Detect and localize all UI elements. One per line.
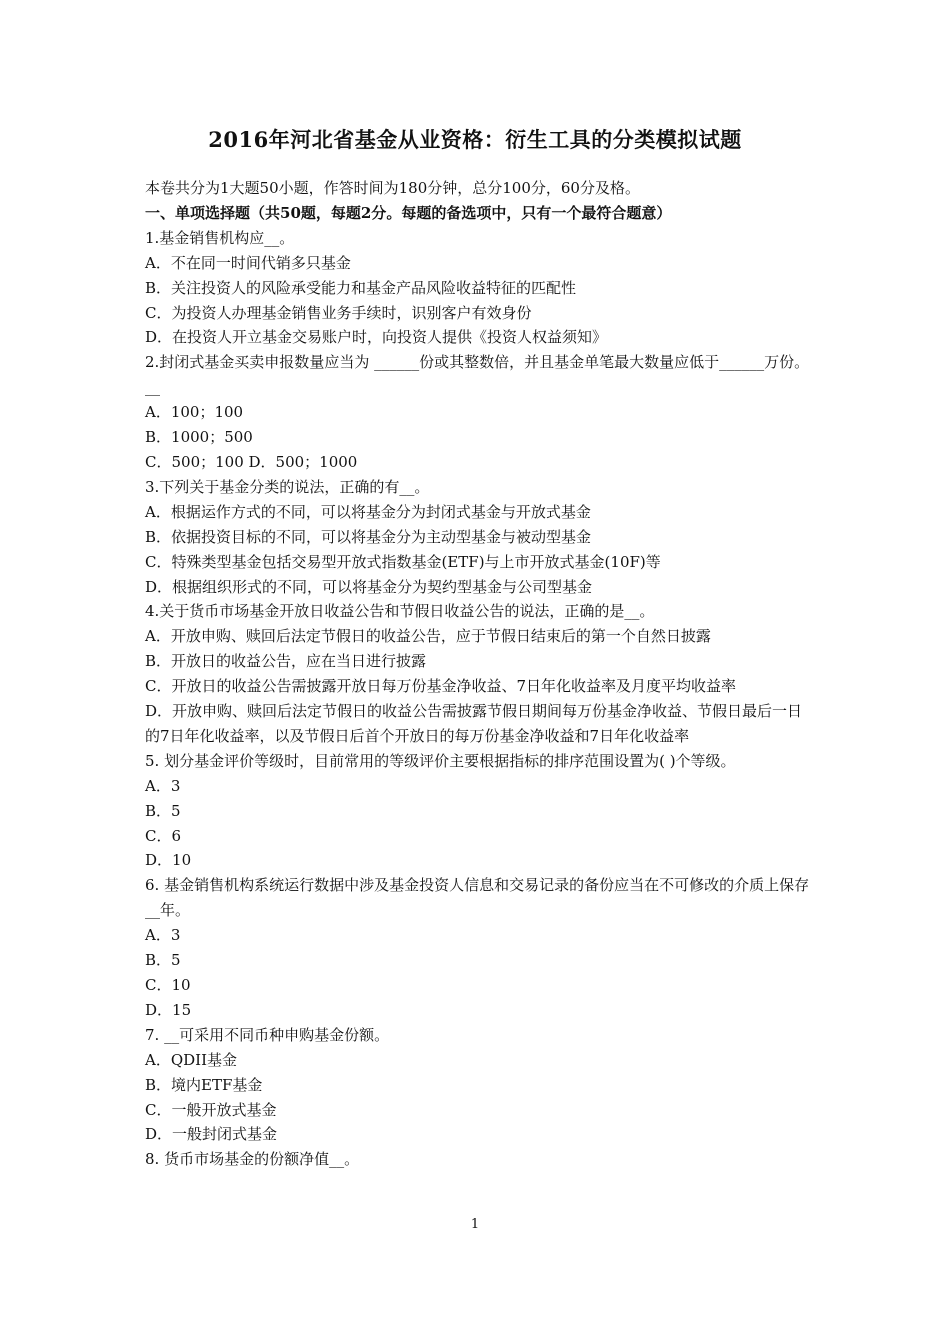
question-line: B．开放日的收益公告，应在当日进行披露 [145,652,427,671]
question-line: D．开放申购、赎回后法定节假日的收益公告需披露节假日期间每万份基金净收益、节假日最后一日的7日年化收益率，以及节假日后首个开放日的每万份基金净收益和7日年化收益率 [145,702,803,745]
question-line: D．15 [145,1000,192,1019]
question-line: C．特殊类型基金包括交易型开放式指数基金(ETF)与上市开放式基金(10F)等 [145,552,661,571]
document-body [145,176,815,1172]
question-line: B．关注投资人的风险承受能力和基金产品风险收益特征的匹配性 [145,278,577,297]
question-line: A．3 [145,926,181,945]
question-line: A．3 [145,776,181,795]
question-line: A．开放申购、赎回后法定节假日的收益公告，应于节假日结束后的第一个自然日披露 [145,627,711,646]
question-line: 8. 货币市场基金的份额净值__。 [145,1150,360,1169]
question-line: 3.下列关于基金分类的说法，正确的有__。 [145,477,430,496]
question-line: A．根据运作方式的不同，可以将基金分为封闭式基金与开放式基金 [145,502,591,521]
question-line: B．境内ETF基金 [145,1075,263,1094]
question-line: B．5 [145,951,181,970]
question-line: C．一般开放式基金 [145,1100,277,1119]
question-list [145,226,815,1172]
question-line: C．6 [145,826,182,845]
question-line: C．500；100 D．500；1000 [145,452,358,471]
question-line: 4.关于货币市场基金开放日收益公告和节假日收益公告的说法，正确的是__。 [145,602,655,621]
question-line: C．10 [145,976,191,994]
page-number: 1 [470,1217,480,1232]
exam-intro: 本卷共分为1大题50小题，作答时间为180分钟，总分100分，60分及格。 [145,179,640,197]
question-line: 7. __可采用不同币种申购基金份额。 [145,1025,390,1044]
question-line: D．一般封闭式基金 [145,1125,278,1144]
question-line: D．10 [145,851,192,870]
question-line: 2.封闭式基金买卖申报数量应当为 ______份或其整数倍，并且基金单笔最大数量应低于______万份。__ [145,353,810,397]
question-line: A．不在同一时间代销多只基金 [145,253,351,272]
section-heading: 一、单项选择题（共50题，每题2分。每题的备选项中，只有一个最符合题意） [145,203,672,222]
question-line: 6. 基金销售机构系统运行数据中涉及基金投资人信息和交易记录的备份应当在不可修改的介质上保存__年。 [145,876,810,920]
question-line: B．1000；500 [145,428,253,447]
question-line: D．根据组织形式的不同，可以将基金分为契约型基金与公司型基金 [145,577,593,596]
question-line: 1.基金销售机构应__。 [145,228,295,247]
question-line: A．QDII基金 [145,1050,238,1069]
document-title: 2016年河北省基金从业资格：衍生工具的分类模拟试题 [208,127,742,152]
question-line: C．开放日的收益公告需披露开放日每万份基金净收益、7日年化收益率及月度平均收益率 [145,677,737,696]
question-line: 5. 划分基金评价等级时，目前常用的等级评价主要根据指标的排序范围设置为( )个等级。 [145,751,736,770]
question-line: C．为投资人办理基金销售业务手续时，识别客户有效身份 [145,303,532,322]
question-line: B．依据投资目标的不同，可以将基金分为主动型基金与被动型基金 [145,527,592,546]
question-line: D．在投资人开立基金交易账户时，向投资人提供《投资人权益须知》 [145,328,608,347]
question-line: A．100；100 [145,403,244,422]
question-line: B．5 [145,801,181,820]
